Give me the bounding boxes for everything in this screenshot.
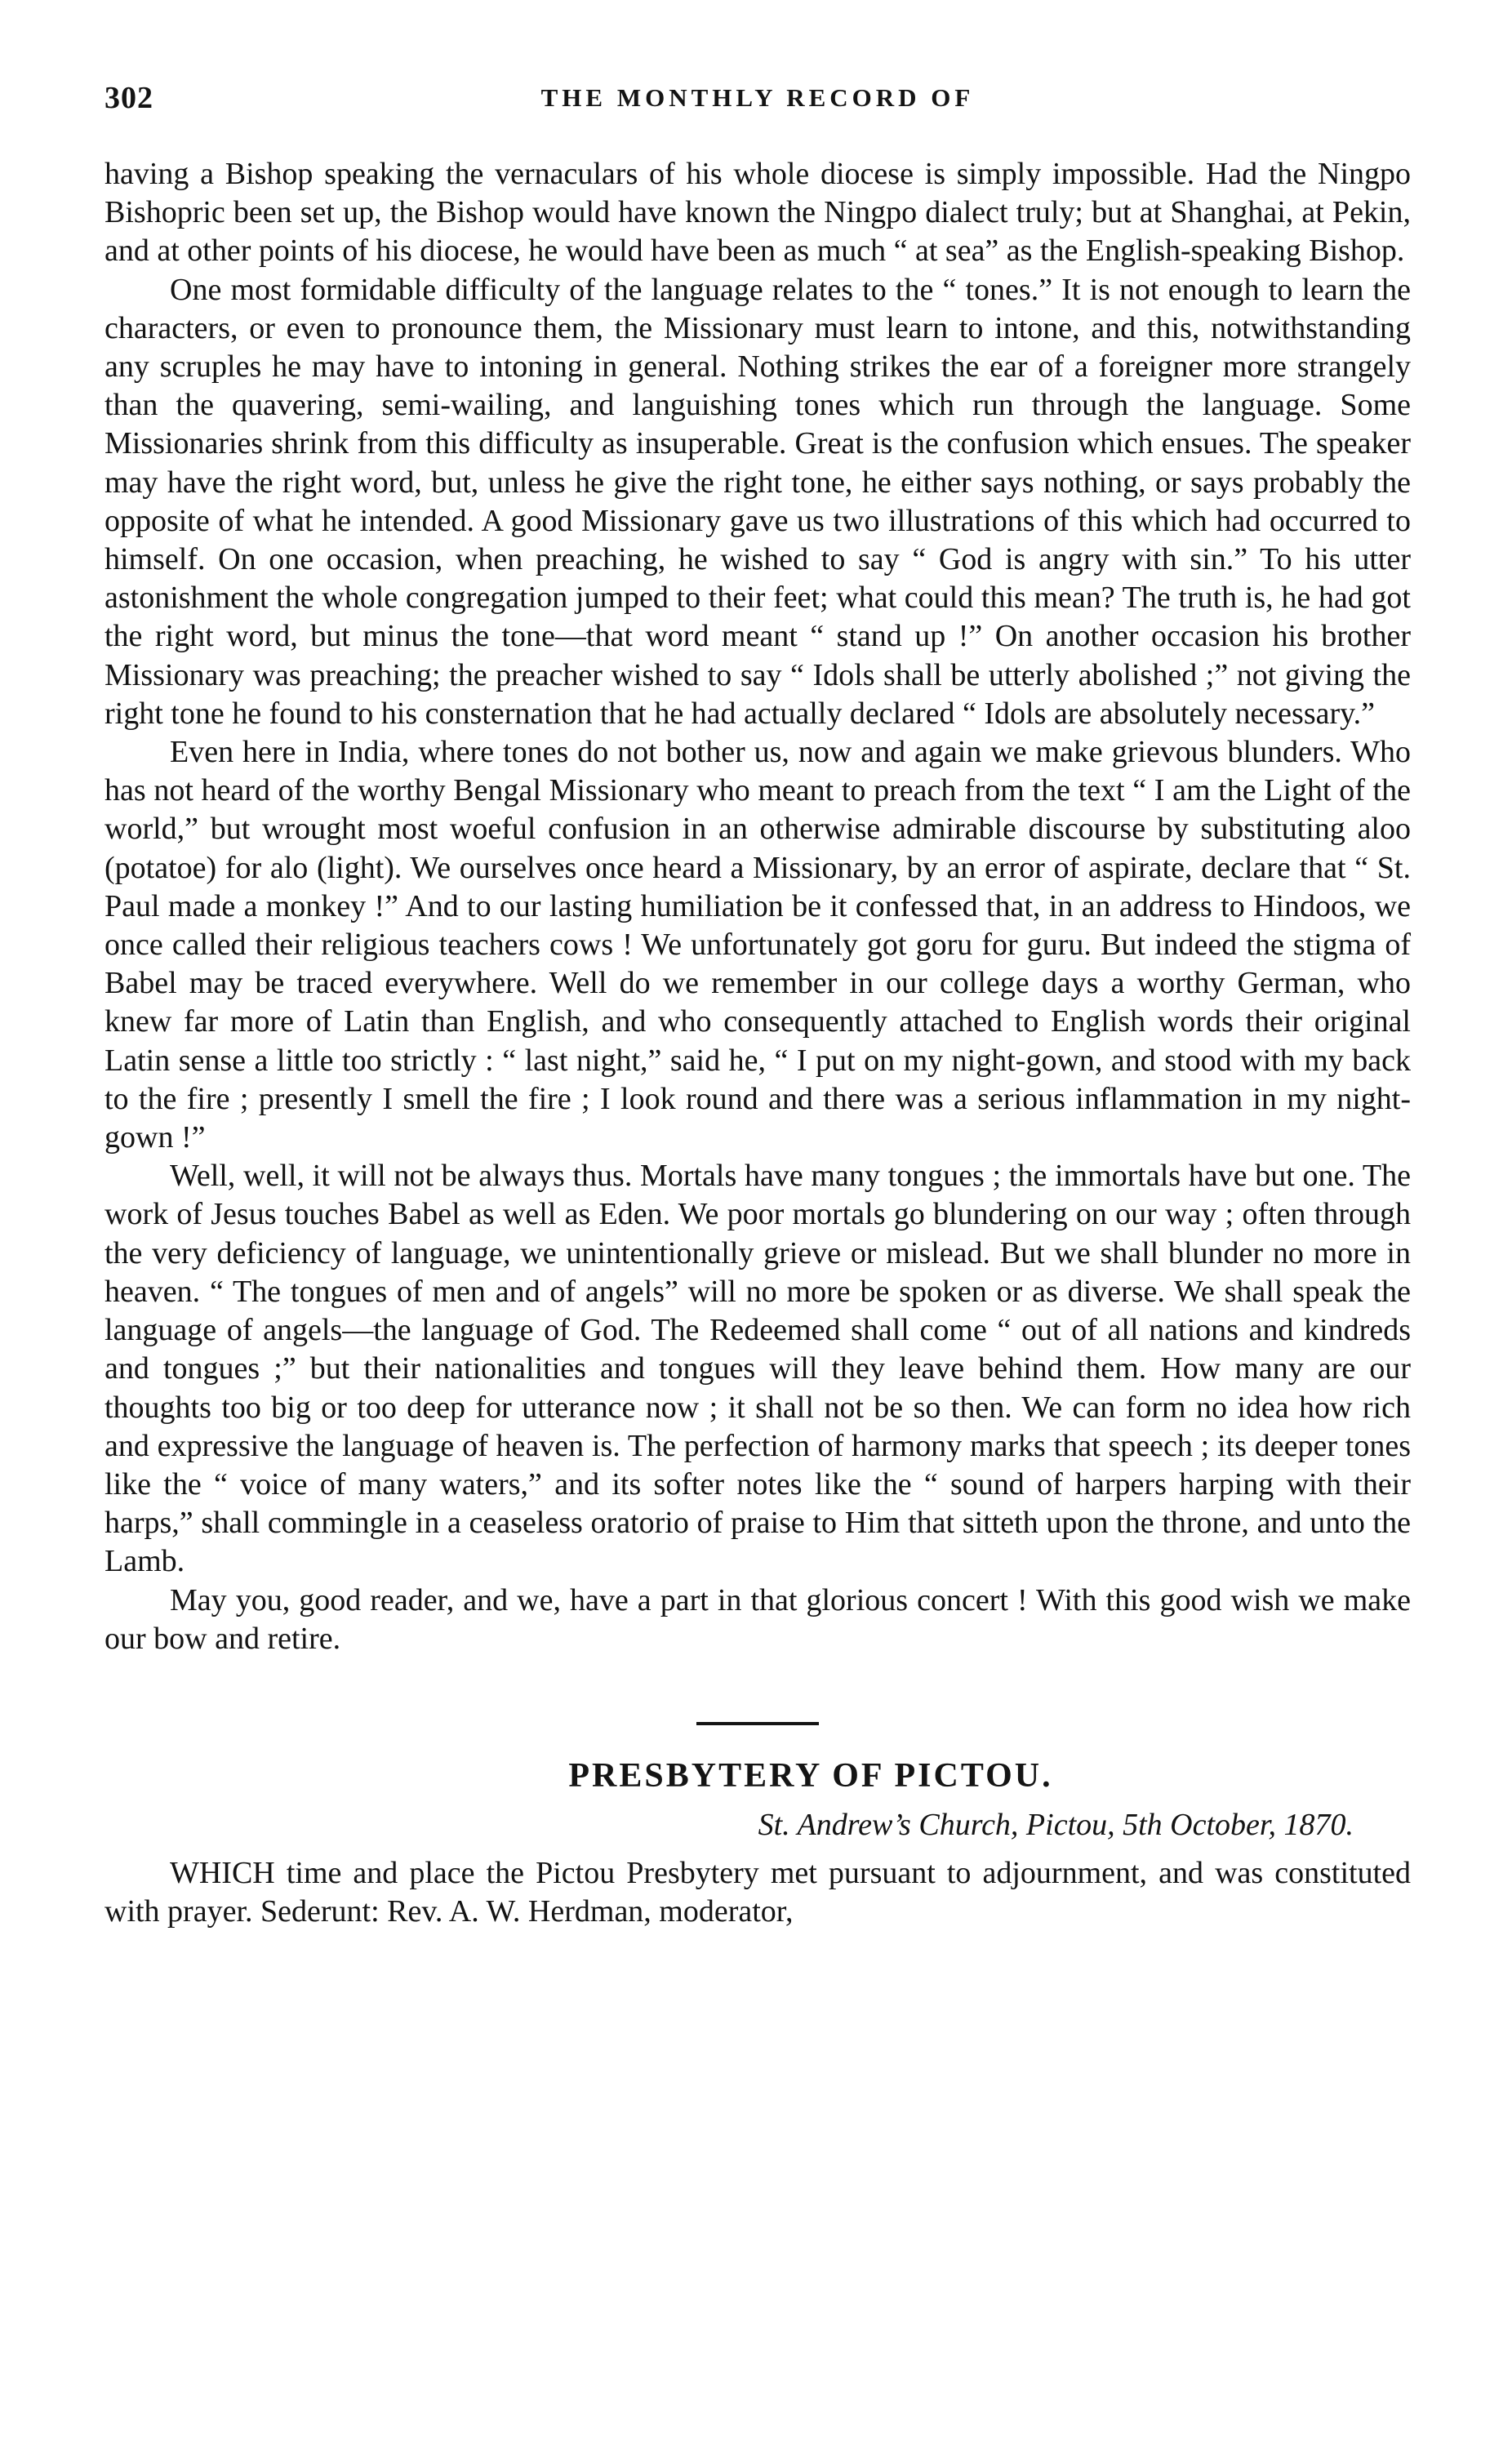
article-body xyxy=(105,155,1411,1658)
article-paragraph-1: having a Bishop speaking the vernaculars of his whole diocese is simply impossible. Had the Ningpo Bishopric been set up, the Bishop would have known the Ningpo dialect truly; but at Shanghai, at Pekin, and at other points of his diocese, he would have been as much “ at sea” as the English-speaking Bishop. xyxy=(105,157,1411,269)
article-paragraph-2: One most formidable difficulty of the language relates to the “ tones.” It is not enough to learn the characters, or even to pronounce them, the Missionary must learn to intone, and this, notwithstanding any scruples he may have to intoning in general. Nothing strikes the ear of a foreigner more strangely than the quavering, semi-wailing, and languishing tones which run through the language. Some Missionaries shrink from this difficulty as insuperable. Great is the confusion which ensues. The speaker may have the right word, but, unless he give the right tone, he either says nothing, or says probably the opposite of what he intended. A good Missionary gave us two illustrations of this which had occurred to himself. On one occasion, when preaching, he wished to say “ God is angry with sin.” To his utter astonishment the whole congregation jumped to their feet; what could this mean? The truth is, he had got the right word, but minus the tone—that word meant “ stand up !” On another occasion his brother Missionary was preaching; the preacher wished to say “ Idols shall be utterly abolished ;” not giving the right tone he found to his consternation that he had actually declared “ Idols are absolutely necessary.” xyxy=(105,272,1411,731)
article-paragraph-4: Well, well, it will not be always thus. Mortals have many tongues ; the immortals have but one. The work of Jesus touches Babel as well as Eden. We poor mortals go blundering on our way ; often through the very deficiency of language, we unintentionally grieve or mislead. But we shall blunder no more in heaven. “ The tongues of men and of angels” will no more be spoken or as diverse. We shall speak the language of angels—the language of God. The Redeemed shall come “ out of all nations and kindreds and tongues ;” but their nationalities and tongues will they leave behind them. How many are our thoughts too big or too deep for utterance now ; it shall not be so then. We can form no idea how rich and expressive the language of heaven is. The perfection of harmony marks that speech ; its deeper tones like the “ voice of many waters,” and its softer notes like the “ sound of harpers harping with their harps,” shall commingle in a ceaseless oratorio of praise to Him that sitteth upon the throne, and unto the Lamb. xyxy=(105,1159,1411,1579)
section-body xyxy=(105,1854,1411,1931)
document-page xyxy=(105,80,1411,1931)
section-dateline: St. Andrew’s Church, Pictou, 5th October, 1870. xyxy=(758,1807,1354,1842)
running-head xyxy=(105,80,1411,129)
section-divider-rule xyxy=(696,1722,819,1725)
section-title: PRESBYTERY OF PICTOU. xyxy=(568,1756,1053,1795)
section-paragraph: WHICH time and place the Pictou Presbytery met pursuant to adjournment, and was constituted with prayer. Sederunt: Rev. A. W. Herdman, moderator, xyxy=(105,1855,1411,1929)
article-paragraph-3: Even here in India, where tones do not bother us, now and again we make grievous blunders. Who has not heard of the worthy Bengal Missionary who meant to preach from the text “ I am the Light of the world,” but wrought most woeful confusion in an otherwise admirable discourse by substituting aloo (potatoe) for alo (light). We ourselves once heard a Missionary, by an error of aspirate, declare that “ St. Paul made a monkey !” And to our lasting humiliation be it confessed that, in an address to Hindoos, we once called their religious teachers cows ! We unfortunately got goru for guru. But indeed the stigma of Babel may be traced everywhere. Well do we remember in our college days a worthy German, who knew far more of Latin than English, and who consequently attached to English words their original Latin sense a little too strictly : “ last night,” said he, “ I put on my night-gown, and stood with my back to the fire ; presently I smell the fire ; I look round and there was a serious inflammation in my night-gown !” xyxy=(105,735,1411,1155)
article-paragraph-5: May you, good reader, and we, have a part in that glorious concert ! With this good wish we make our bow and retire. xyxy=(105,1582,1411,1656)
journal-title: THE MONTHLY RECORD OF xyxy=(540,83,975,112)
page-number: 302 xyxy=(105,81,153,115)
